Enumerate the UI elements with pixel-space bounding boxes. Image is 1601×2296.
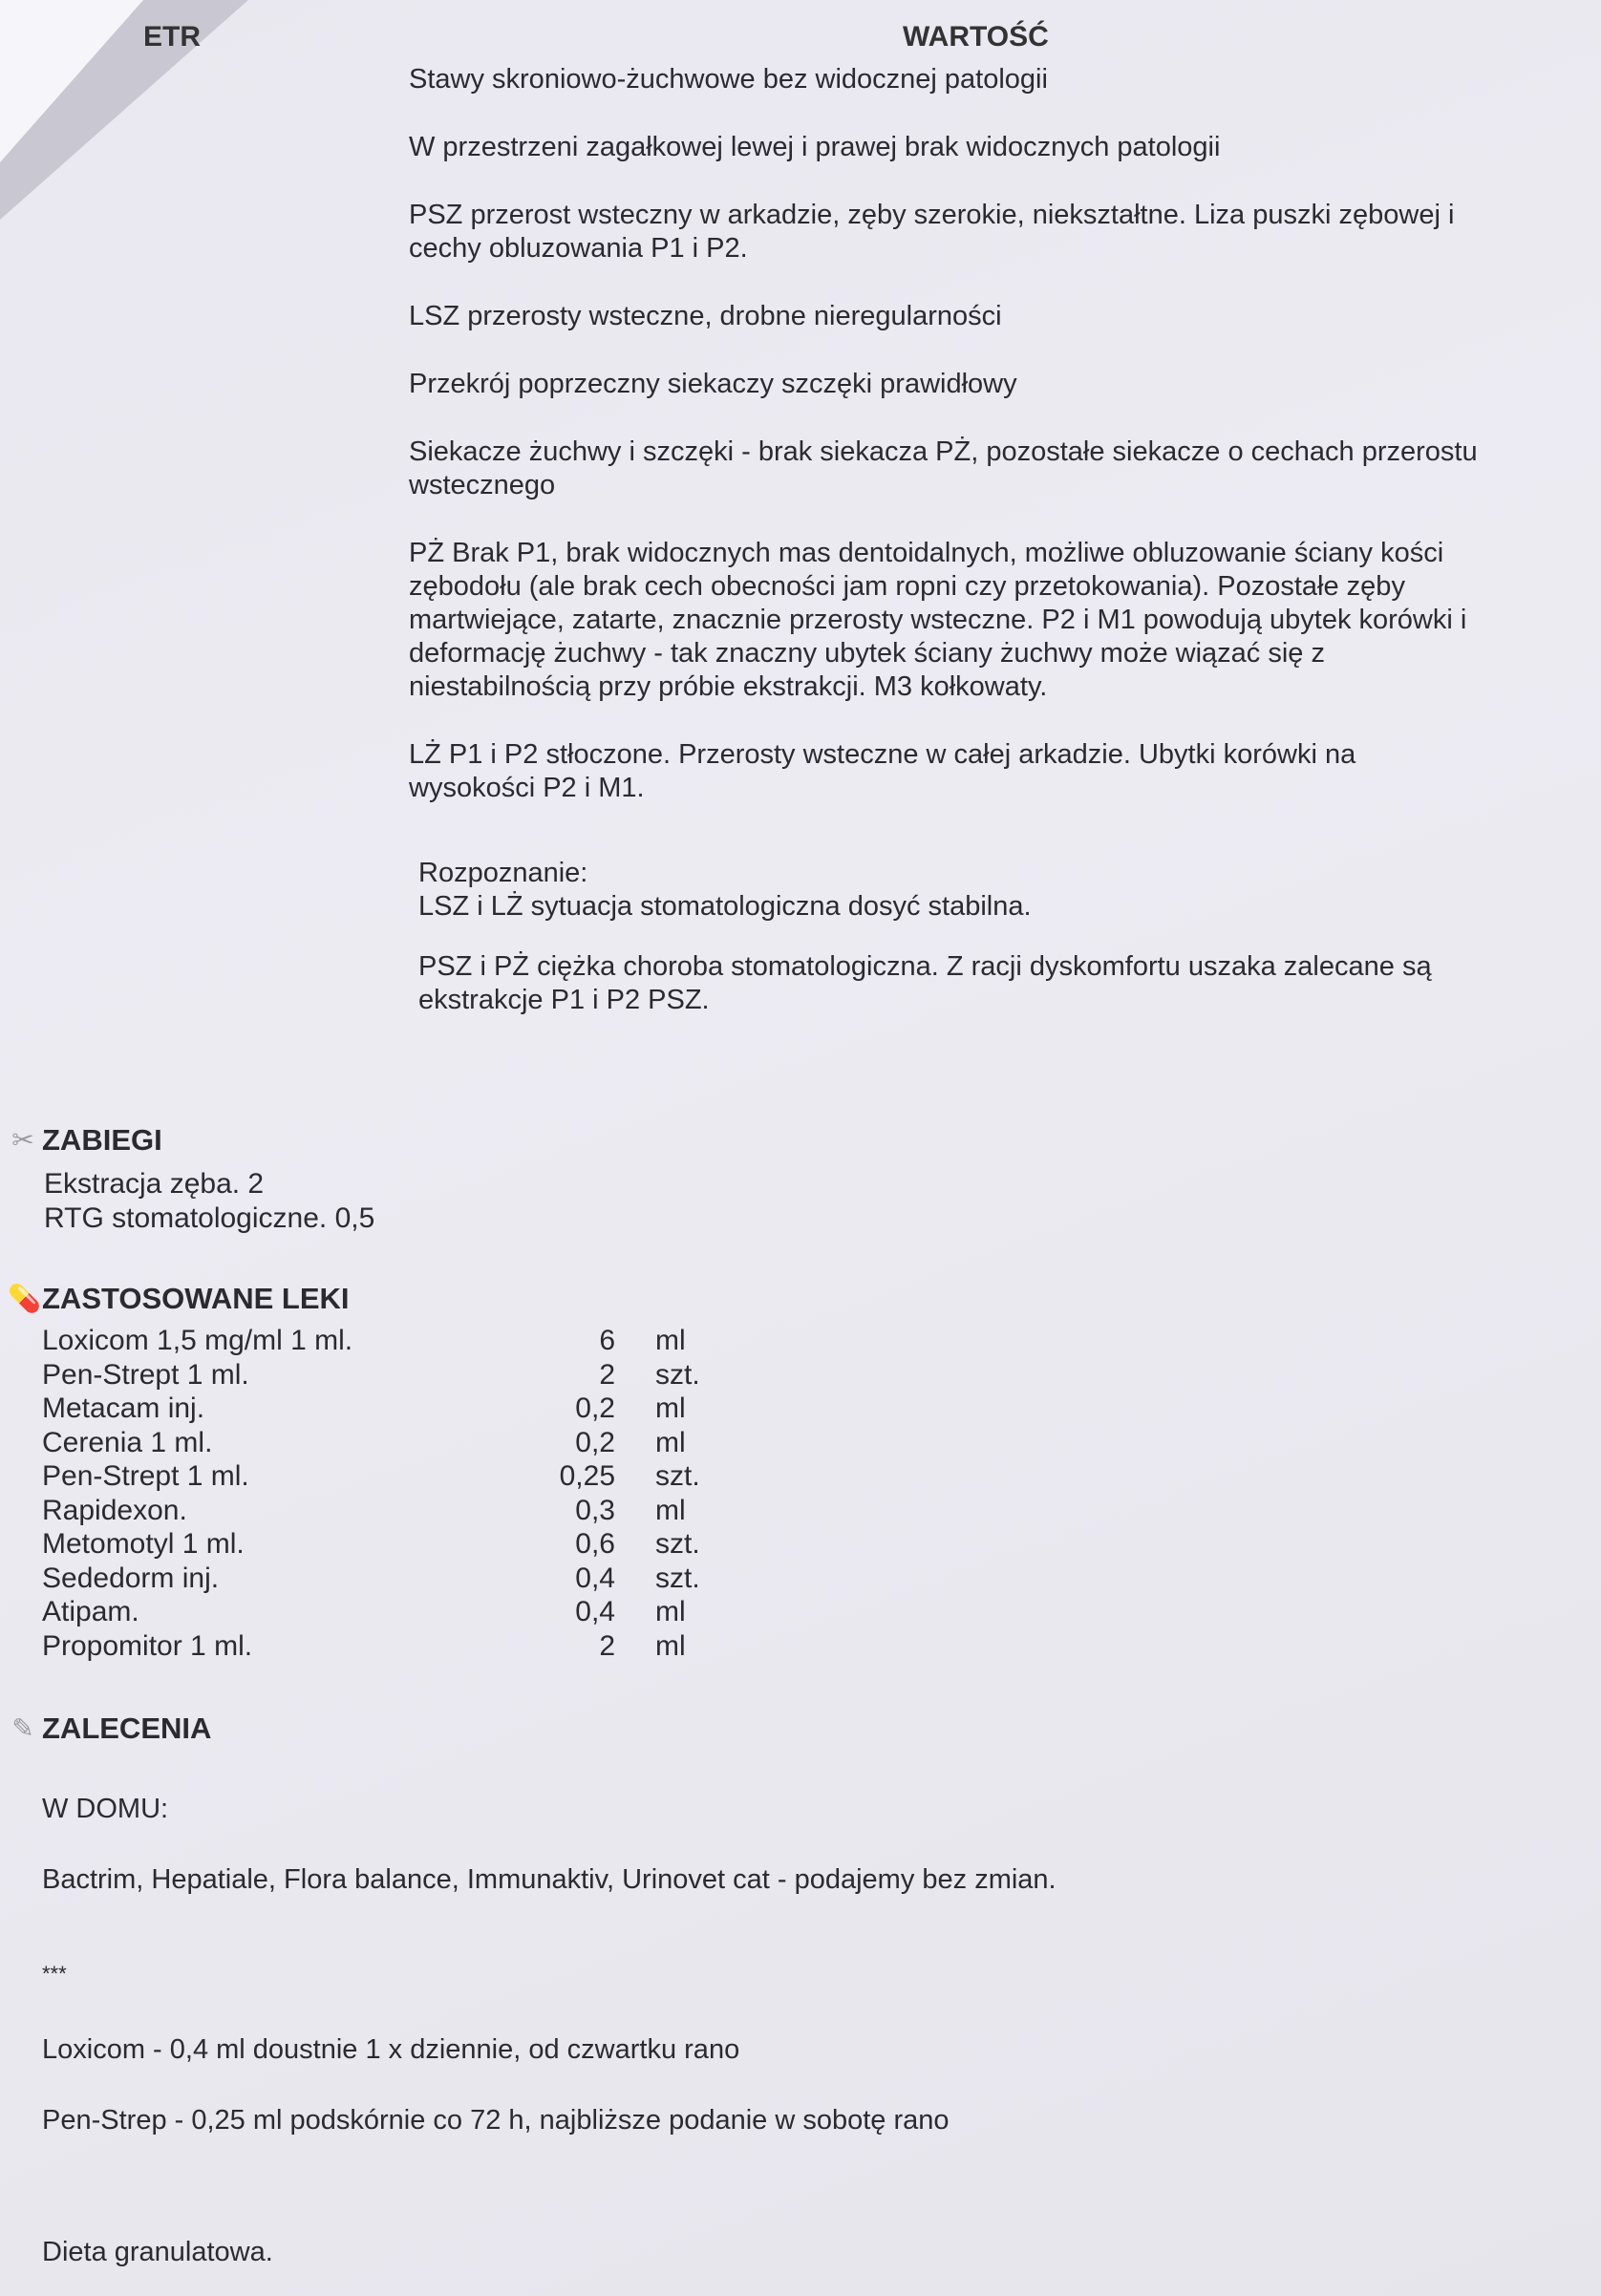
drug-qty: 0,2 xyxy=(575,1392,615,1424)
page-fold xyxy=(0,0,143,162)
pencil-icon: ✎ xyxy=(11,1713,34,1743)
finding-psz: PSZ przerost wsteczny w arkadzie, zęby szerokie, niekształtne. Liza puszki zębowej i cechy obluzowania P1 i P2. xyxy=(409,200,1455,264)
drug-unit: ml xyxy=(655,1629,686,1662)
drug-name: Loxicom 1,5 mg/ml 1 ml. xyxy=(42,1325,353,1356)
drug-row xyxy=(42,1426,751,1460)
drug-qty: 0,25 xyxy=(559,1460,615,1492)
finding-tmj: Stawy skroniowo-żuchwowe bez widocznej patologii xyxy=(409,64,1048,95)
drug-qty: 0,6 xyxy=(575,1528,615,1560)
drug-unit: szt. xyxy=(655,1528,700,1560)
finding-incisors: Siekacze żuchwy i szczęki - brak siekacza PŻ, pozostałe siekacze o cechach przerostu wstecznego xyxy=(409,436,1478,500)
diagnosis-line-2: PSZ i PŻ ciężka choroba stomatologiczna. Z racji dyskomfortu uszaka zalecane są ekstrakcje P1 i P2 PSZ. xyxy=(418,951,1432,1015)
procedure-item: RTG stomatologiczne. 0,5 xyxy=(44,1202,375,1234)
scissors-icon: ✂ xyxy=(11,1125,34,1155)
rec-line-1: Bactrim, Hepatiale, Flora balance, Immunaktiv, Urinovet cat - podajemy bez zmian. xyxy=(42,1864,1057,1895)
drug-unit: ml xyxy=(655,1325,686,1356)
diagnosis-line-1: LSZ i LŻ sytuacja stomatologiczna dosyć stabilna. xyxy=(418,891,1032,922)
drug-unit: ml xyxy=(655,1596,686,1627)
drug-name: Rapidexon. xyxy=(42,1494,187,1526)
drug-row xyxy=(42,1527,751,1562)
drug-unit: ml xyxy=(655,1494,686,1526)
drug-row xyxy=(42,1562,751,1596)
drug-qty: 0,4 xyxy=(575,1562,615,1594)
drug-name: Metacam inj. xyxy=(42,1392,205,1424)
recommendations-header xyxy=(8,1711,211,1746)
drug-qty: 6 xyxy=(599,1325,615,1356)
finding-pz: PŻ Brak P1, brak widocznych mas dentoidalnych, możliwe obluzowanie ściany kości zębodołu (ale brak cech obecności jam ropni czy przetokowania). Pozostałe zęby martwiejące, zatarte, znacznie przerosty wsteczne. P2 i M1 powodują ubytek korówki i deformację żuchwy - tak znaczny ubytek ściany żuchwy może wiązać się z niestabilnością przy próbie ekstrakcji. M3 kołkowaty. xyxy=(409,538,1467,702)
drug-name: Pen-Strept 1 ml. xyxy=(42,1358,249,1391)
procedures-title: ZABIEGI xyxy=(42,1123,162,1157)
drug-qty: 0,3 xyxy=(575,1494,615,1526)
value-column-header: WARTOŚĆ xyxy=(903,21,1049,53)
drug-qty: 2 xyxy=(599,1358,615,1391)
finding-incisor-section: Przekrój poprzeczny siekaczy szczęki prawidłowy xyxy=(409,369,1017,399)
drug-name: Pen-Strept 1 ml. xyxy=(42,1460,249,1492)
drug-name: Propomitor 1 ml. xyxy=(42,1629,253,1662)
drugs-table xyxy=(42,1324,751,1663)
param-column-header: ETR xyxy=(143,21,201,53)
procedure-item: Ekstracja zęba. 2 xyxy=(44,1168,265,1200)
diagnosis-label: Rozpoznanie: xyxy=(418,858,588,888)
drug-row xyxy=(42,1324,751,1358)
drug-unit: ml xyxy=(655,1392,686,1424)
drug-qty: 0,2 xyxy=(575,1426,615,1458)
recommendations-title: ZALECENIA xyxy=(42,1711,212,1745)
drug-row xyxy=(42,1392,751,1426)
drugs-title: ZASTOSOWANE LEKI xyxy=(42,1282,350,1315)
rec-line-4: Dieta granulatowa. xyxy=(42,2237,273,2267)
finding-lz: LŻ P1 i P2 stłoczone. Przerosty wsteczne w całej arkadzie. Ubytki korówki na wysokości P2 i M1. xyxy=(409,739,1356,803)
drug-row xyxy=(42,1595,751,1629)
drug-row xyxy=(42,1358,751,1392)
drug-name: Sededorm inj. xyxy=(42,1562,220,1594)
rec-home: W DOMU: xyxy=(42,1794,169,1824)
procedures-list xyxy=(44,1167,374,1236)
drug-name: Atipam. xyxy=(42,1596,139,1627)
drug-unit: ml xyxy=(655,1426,686,1458)
drug-row xyxy=(42,1459,751,1494)
drug-unit: szt. xyxy=(655,1562,700,1594)
drug-name: Cerenia 1 ml. xyxy=(42,1426,213,1458)
drug-unit: szt. xyxy=(655,1460,700,1492)
drug-row xyxy=(42,1494,751,1528)
drug-qty: 0,4 xyxy=(575,1596,615,1627)
drug-unit: szt. xyxy=(655,1358,700,1391)
finding-retrobulbar: W przestrzeni zagałkowej lewej i prawej brak widocznych patologii xyxy=(409,132,1221,162)
procedures-header xyxy=(8,1123,162,1158)
drug-qty: 2 xyxy=(599,1629,615,1662)
drug-row xyxy=(42,1629,751,1664)
rec-line-3: Pen-Strep - 0,25 ml podskórnie co 72 h, najbliższe podanie w sobotę rano xyxy=(42,2105,950,2136)
rec-separator: *** xyxy=(42,1962,67,1986)
rec-line-2: Loxicom - 0,4 ml doustnie 1 x dziennie, od czwartku rano xyxy=(42,2034,740,2065)
findings-block xyxy=(409,63,1574,1052)
drug-name: Metomotyl 1 ml. xyxy=(42,1528,245,1560)
drugs-header xyxy=(8,1282,350,1316)
pill-icon: 💊 xyxy=(8,1284,41,1313)
finding-lsz: LSZ przerosty wsteczne, drobne nieregularności xyxy=(409,301,1002,331)
